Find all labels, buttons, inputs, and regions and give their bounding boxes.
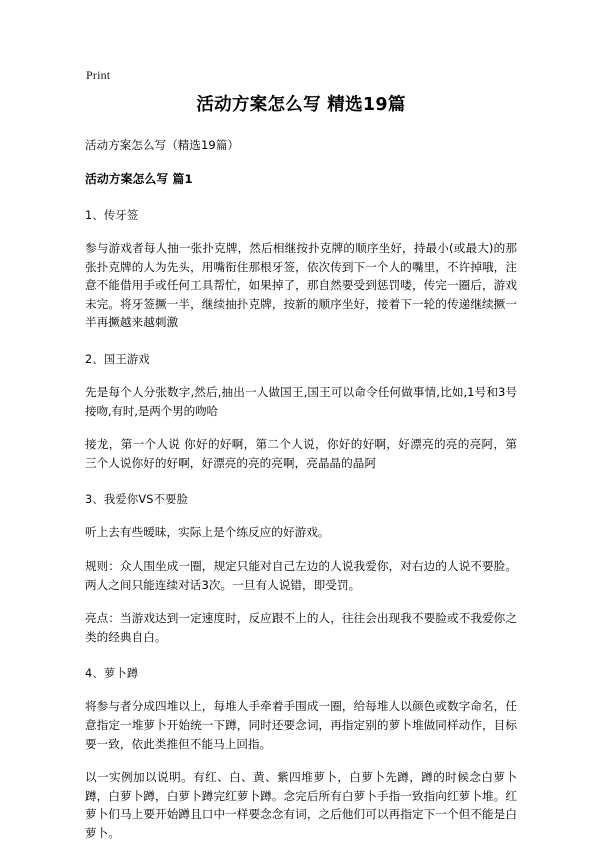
document-subtitle: 活动方案怎么写（精选19篇） xyxy=(85,138,240,152)
section-heading: 活动方案怎么写 篇1 xyxy=(85,172,193,186)
item-paragraph-3b: 规则：众人围坐成一圈，规定只能对自己左边的人说我爱你，对右边的人说不要脸。两人之间只能连续对话3次。一旦有人说错，即受罚。 xyxy=(85,558,517,592)
item-heading-1: 1、传牙签 xyxy=(85,209,139,222)
item-paragraph-2a: 先是每个人分张数字,然后,抽出一人做国王,国王可以命令任何做事情,比如,1号和3号接吻,有时,是两个男的吻哈 xyxy=(85,384,517,418)
print-link[interactable]: Print xyxy=(86,68,111,82)
item-heading-2: 2、国王游戏 xyxy=(85,352,150,366)
item-paragraph-4a: 将参与者分成四堆以上，每堆人手牵着手围成一圈，给每堆人以颜色或数字命名，任意指定一堆萝卜开始统一下蹲，同时还要念词，再指定别的萝卜堆做同样动作，目标要一致，依此类推但不能马上回指。 xyxy=(85,699,517,751)
item-paragraph-2b: 接龙，第一个人说 你好的好啊，第二个人说，你好的好啊，好漂亮的亮的亮阿，第三个人说你好的好啊，好漂亮的亮的亮啊，亮晶晶的晶阿 xyxy=(85,437,517,470)
item-paragraph-3a: 听上去有些暧昧，实际上是个练反应的好游戏。 xyxy=(85,525,330,540)
item-paragraph-4b: 以一实例加以说明。有红、白、黄、紫四堆萝卜，白萝卜先蹲，蹲的时候念白萝卜蹲，白萝卜蹲，白萝卜蹲完红萝卜蹲。念完后所有白萝卜手指一致指向红萝卜堆。红萝卜们马上要开始蹲且口中一样要念念有词，之后他们可以再指定下一个但不能是白萝卜。 xyxy=(85,770,517,840)
document-content xyxy=(85,92,517,842)
item-paragraph-3c: 亮点：当游戏达到一定速度时，反应跟不上的人，往往会出现我不要脸或不我爱你之类的经典自白。 xyxy=(85,611,517,644)
item-heading-4: 4、萝卜蹲 xyxy=(85,667,139,681)
item-paragraph-1: 参与游戏者每人抽一张扑克牌，然后相继按扑克牌的顺序坐好，持最小(或最大)的那张扑克牌的人为先头，用嘴衔住那根牙签，依次传到下一个人的嘴里，不许掉哦，注意不能借用手或任何工具帮忙，如果掉了，那自然要受到惩罚喽，传完一圈后，游戏未完。将牙签撅一半，继续抽扑克牌，按新的顺序坐好，接着下一轮的传递继续撅一半再撅越来越刺激 xyxy=(85,241,517,330)
page-title: 活动方案怎么写 精选19篇 xyxy=(196,95,406,115)
item-heading-3: 3、我爱你VS不要脸 xyxy=(85,493,189,507)
